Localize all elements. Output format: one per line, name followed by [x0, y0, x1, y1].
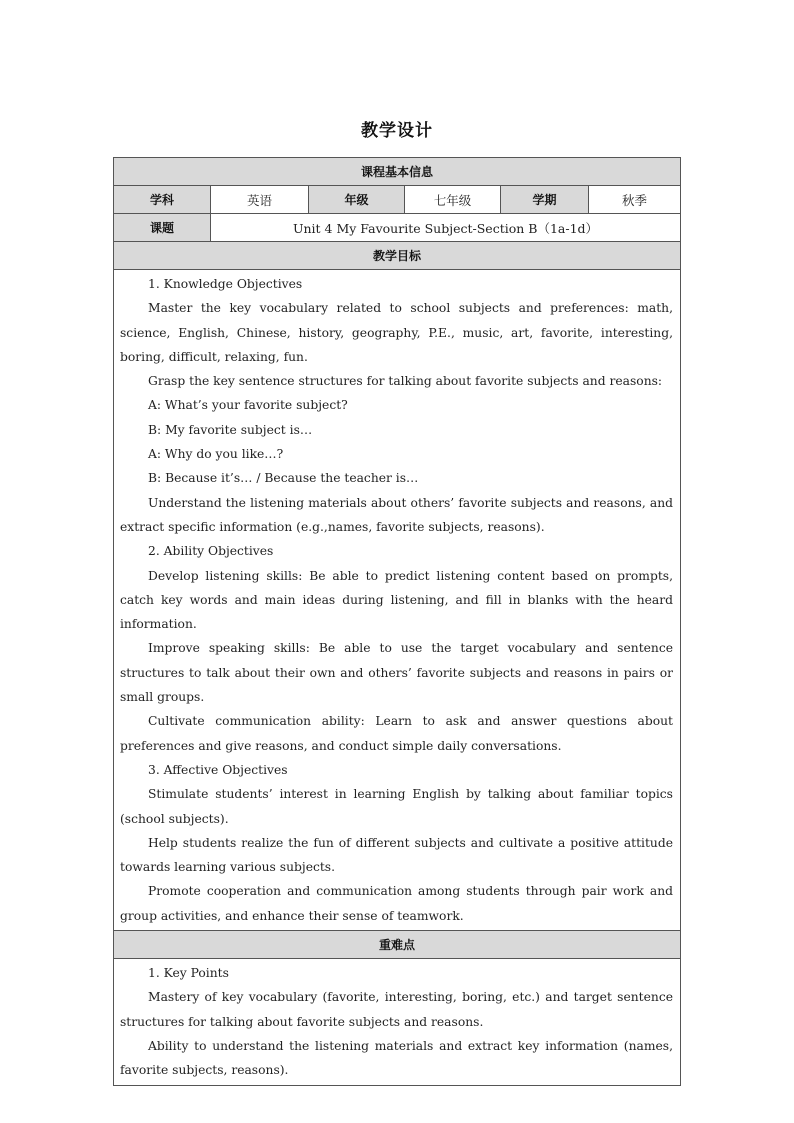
objectives-paragraph: A: Why do you like…?: [148, 447, 284, 462]
objectives-paragraph: B: My favorite subject is…: [148, 422, 313, 437]
basic-info-header: 课程基本信息: [114, 158, 680, 185]
objectives-paragraph: 2. Ability Objectives: [148, 544, 274, 559]
objectives-paragraph: Promote cooperation and communication among students through pair work and group activities, and enhance their sense of teamwork.: [120, 884, 673, 923]
objectives-paragraph: B: Because it’s… / Because the teacher is…: [148, 471, 419, 486]
key-points-content: [114, 958, 680, 1084]
grade-label: 年级: [308, 186, 404, 213]
term-label: 学期: [500, 186, 588, 213]
topic-label: 课题: [114, 214, 210, 241]
objectives-paragraph: Help students realize the fun of different subjects and cultivate a positive attitude towards learning various subjects.: [120, 835, 673, 875]
topic-value: Unit 4 My Favourite Subject-Section B（1a-1d）: [210, 214, 680, 241]
topic-row: [114, 213, 680, 241]
key-points-paragraph: Mastery of key vocabulary (favorite, interesting, boring, etc.) and target sentence structures for talking about favorite subjects and reasons.: [120, 990, 673, 1029]
objectives-paragraph: 3. Affective Objectives: [148, 762, 288, 777]
objectives-header-row: [114, 241, 680, 269]
key-points-header: 重难点: [114, 931, 680, 958]
objectives-paragraph: Stimulate students’ interest in learning English by talking about familiar topics (school subjects).: [120, 787, 673, 826]
objectives-paragraph: Grasp the key sentence structures for talking about favorite subjects and reasons:: [148, 374, 663, 389]
subject-value: 英语: [210, 186, 308, 213]
objectives-paragraph: Cultivate communication ability: Learn to ask and answer questions about preferences and give reasons, and conduct simple daily conversations.: [120, 714, 673, 753]
objectives-paragraph: 1. Knowledge Objectives: [148, 277, 303, 291]
key-points-paragraph: 1. Key Points: [148, 966, 229, 981]
objectives-paragraph: A: What’s your favorite subject?: [148, 398, 348, 413]
objectives-paragraph: Master the key vocabulary related to school subjects and preferences: math, science, English, Chinese, history, geography, P.E., music, art, favorite, interesting, boring, difficult, relaxing, fun.: [120, 301, 673, 364]
lesson-plan-table: [113, 157, 681, 1086]
key-points-paragraph: Ability to understand the listening materials and extract key information (names, favorite subjects, reasons).: [120, 1038, 673, 1078]
term-value: 秋季: [588, 186, 680, 213]
objectives-paragraph: Develop listening skills: Be able to predict listening content based on prompts, catch key words and main ideas during listening, and fill in blanks with the heard information.: [120, 568, 673, 632]
objectives-paragraph: Understand the listening materials about others’ favorite subjects and reasons, and extract specific information (e.g.,names, favorite subjects, reasons).: [120, 495, 673, 534]
subject-label: 学科: [114, 186, 210, 213]
key-points-header-row: [114, 930, 680, 958]
objectives-header: 教学目标: [114, 242, 680, 269]
document-title: 教学设计: [361, 121, 433, 141]
basic-info-header-row: [114, 158, 680, 185]
grade-value: 七年级: [404, 186, 500, 213]
basic-info-row: [114, 185, 680, 213]
objectives-paragraph: Improve speaking skills: Be able to use the target vocabulary and sentence structures to talk about their own and others’ favorite subjects and reasons in pairs or small groups.: [120, 641, 673, 705]
objectives-content: [114, 269, 680, 930]
